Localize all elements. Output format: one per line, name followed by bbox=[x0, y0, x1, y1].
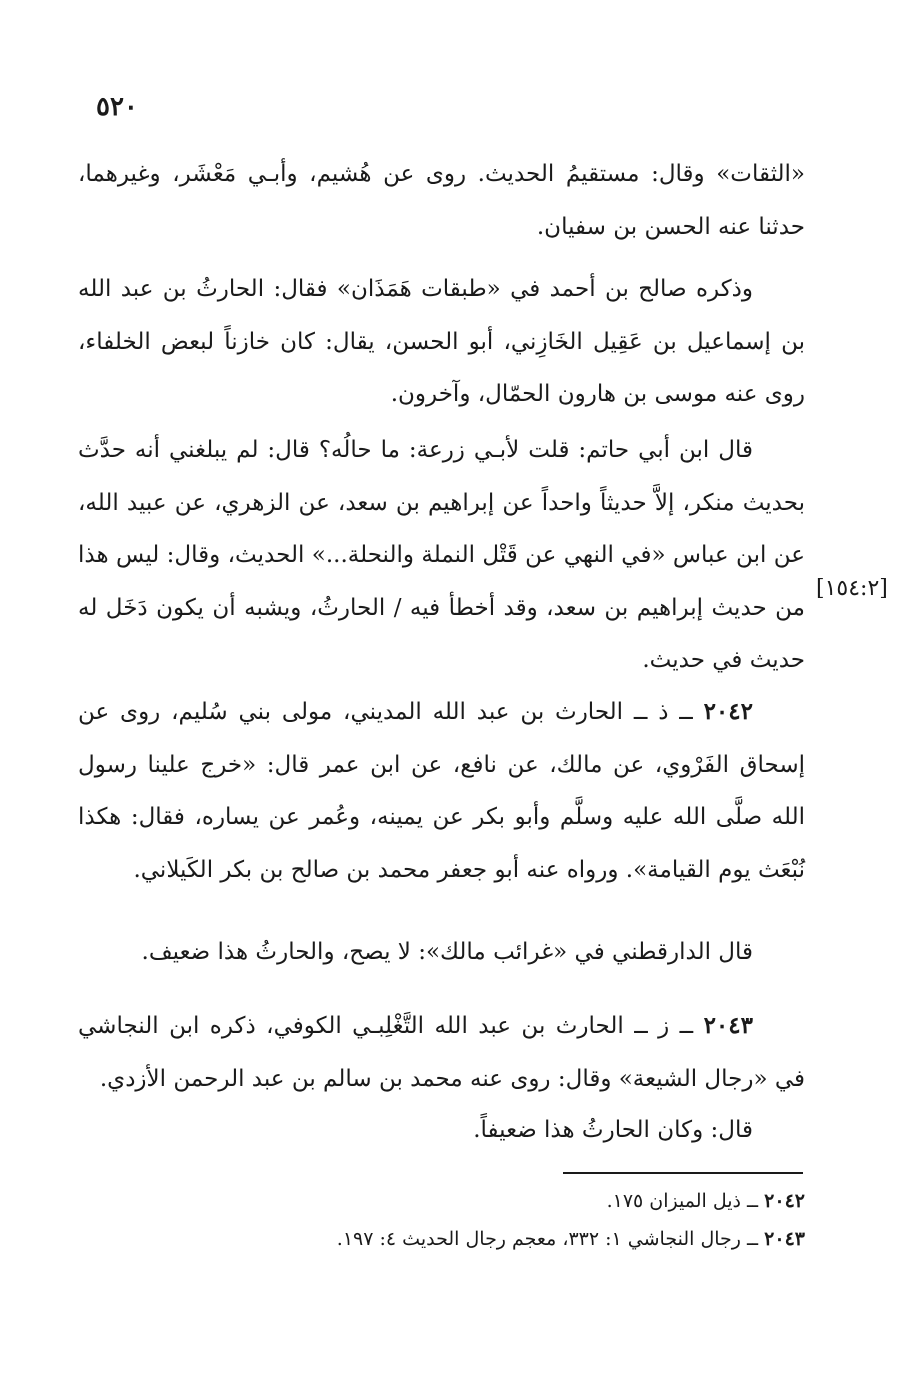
paragraph-text: قال: وكان الحارثُ هذا ضعيفاً. bbox=[473, 1117, 753, 1143]
footnote-text: ــ ذيل الميزان ١٧٥. bbox=[606, 1190, 765, 1212]
entry-text: ــ ذ ــ الحارث بن عبد الله المديني، مولى بني سُليم، روى عن إسحاق الفَرْوي، عن مالك، عن نافع، عن ابن عمر قال: «خرج علينا رسول الله صلَّى الله عليه وسلَّم وأبو بكر عن يمينه، وعُمر عن يساره، فقال: هكذا نُبْعَث يوم القيامة». ورواه عنه أبو جعفر محمد بن صالح بن بكر الكَيلاني. bbox=[78, 699, 805, 883]
entry-number: ٢٠٤٣ bbox=[703, 1012, 753, 1039]
page-number: ٥٢٠ bbox=[96, 92, 138, 122]
paragraph-text: قال الدارقطني في «غرائب مالك»: لا يصح، والحارثُ هذا ضعيف. bbox=[141, 939, 753, 965]
footnote-divider bbox=[563, 1172, 803, 1174]
entry-number: ٢٠٤٢ bbox=[703, 698, 753, 725]
paragraph-text: «الثقات» وقال: مستقيمُ الحديث. روى عن هُشيم، وأبـي مَعْشَر، وغيرهما، حدثنا عنه الحسن بن سفيان. bbox=[78, 161, 805, 240]
footnote-number: ٢٠٤٢ bbox=[764, 1190, 805, 1212]
paragraph-ibn-abi-hatim bbox=[78, 424, 805, 687]
entry-2042 bbox=[78, 686, 805, 896]
paragraph-closing-remark bbox=[78, 1104, 805, 1157]
paragraph-daraqutni bbox=[78, 926, 805, 979]
paragraph-thiqat bbox=[78, 148, 805, 253]
paragraph-salih-ibn-ahmad bbox=[78, 263, 805, 421]
margin-reference: [١٥٤:٢] bbox=[816, 576, 888, 601]
footnote-2043 bbox=[200, 1220, 805, 1258]
entry-text: ــ ز ــ الحارث بن عبد الله التَّغْلِبـي الكوفي، ذكره ابن النجاشي في «رجال الشيعة» وقال: روى عنه محمد بن سالم بن عبد الرحمن الأزدي. bbox=[78, 1013, 805, 1092]
footnote-text: ــ رجال النجاشي ١: ٣٣٢، معجم رجال الحديث ٤: ١٩٧. bbox=[336, 1228, 765, 1250]
footnotes bbox=[200, 1182, 805, 1258]
paragraph-text: قال ابن أبي حاتم: قلت لأبـي زرعة: ما حالُه؟ قال: لم يبلغني أنه حدَّث بحديث منكر، إلاَّ حديثاً واحداً عن إبراهيم بن سعد، عن الزهري، عن عبيد الله، عن ابن عباس «في النهي عن قَتْل النملة والنحلة...» الحديث، وقال: ليس هذا من حديث إبراهيم بن سعد، وقد أخطأ فيه / الحارثُ، ويشبه أن يكون دَخَل له حديث في حديث. bbox=[78, 437, 805, 673]
paragraph-text: وذكره صالح بن أحمد في «طبقات هَمَذَان» فقال: الحارثُ بن عبد الله بن إسماعيل بن عَقِيل الخَازِني، أبو الحسن، يقال: كان خازناً لبعض الخلفاء، روى عنه موسى بن هارون الحمّال، وآخرون. bbox=[78, 276, 805, 407]
entry-2043 bbox=[78, 1000, 805, 1105]
footnote-number: ٢٠٤٣ bbox=[764, 1228, 805, 1250]
footnote-2042 bbox=[200, 1182, 805, 1220]
